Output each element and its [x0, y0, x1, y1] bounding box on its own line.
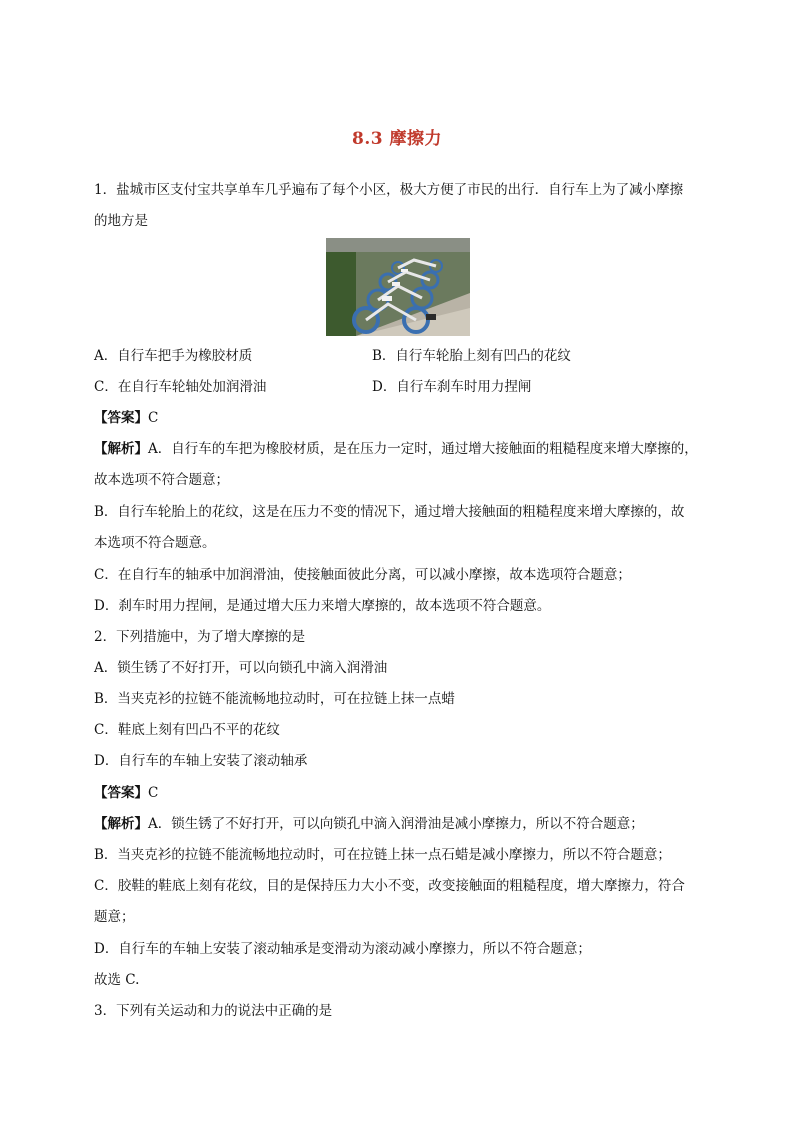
q1-analysis-line4: 本选项不符合题意。: [94, 535, 216, 551]
q1-answer-tag: 【答案】: [94, 410, 148, 426]
q1-option-d: D．自行车刹车时用力捏闸: [372, 379, 532, 395]
q1-analysis-tag: 【解析】: [94, 441, 148, 457]
q1-analysis-text: A．自行车的车把为橡胶材质，是在压力一定时，通过增大接触面的粗糙程度来增大摩擦的，: [148, 441, 698, 457]
q2-option-a: A．锁生锈了不好打开，可以向锁孔中滴入润滑油: [94, 660, 388, 676]
q2-answer: [94, 783, 158, 803]
bicycles-illustration: [326, 238, 470, 336]
q2-answer-value: C: [148, 785, 159, 801]
q3-stem: 3．下列有关运动和力的说法中正确的是: [94, 1003, 333, 1019]
q2-option-b: B．当夹克衫的拉链不能流畅地拉动时，可在拉链上抹一点蜡: [94, 691, 455, 707]
q2-option-d: D．自行车的车轴上安装了滚动轴承: [94, 753, 308, 769]
q1-analysis-line6: D．刹车时用力捏闸，是通过增大压力来增大摩擦的，故本选项不符合题意。: [94, 598, 551, 614]
q1-option-a: A．自行车把手为橡胶材质: [94, 348, 253, 364]
q2-option-c: C．鞋底上刻有凹凸不平的花纹: [94, 722, 280, 738]
q2-stem: 2．下列措施中，为了增大摩擦的是: [94, 629, 306, 645]
page-title: 8.3 摩擦力: [352, 129, 442, 149]
q1-answer-value: C: [148, 410, 159, 426]
q2-analysis-line3: C．胶鞋的鞋底上刻有花纹，目的是保持压力大小不变，改变接触面的粗糙程度，增大摩擦力，符合: [94, 878, 685, 894]
q1-option-c: C．在自行车轮轴处加润滑油: [94, 379, 267, 395]
q1-option-b: B．自行车轮胎上刻有凹凸的花纹: [372, 348, 571, 364]
q2-analysis-text: A．锁生锈了不好打开，可以向锁孔中滴入润滑油是减小摩擦力，所以不符合题意；: [148, 816, 644, 832]
shared-bicycles-photo: [326, 238, 470, 336]
q2-analysis-line4: 题意；: [94, 909, 135, 925]
q2-answer-tag: 【答案】: [94, 785, 148, 801]
q2-analysis-tag: 【解析】: [94, 816, 148, 832]
q2-analysis-line2: B．当夹克衫的拉链不能流畅地拉动时，可在拉链上抹一点石蜡是减小摩擦力，所以不符合题意；: [94, 847, 671, 863]
q1-stem-line1: 1．盐城市区支付宝共享单车几乎遍布了每个小区，极大方便了市民的出行．自行车上为了减小摩擦: [94, 182, 684, 198]
q1-answer: [94, 408, 158, 428]
q1-analysis-line2: 故本选项不符合题意；: [94, 472, 229, 488]
q2-analysis-line1: [94, 814, 644, 834]
q1-analysis-line5: C．在自行车的轴承中加润滑油，使接触面彼此分离，可以减小摩擦，故本选项符合题意；: [94, 567, 631, 583]
q1-analysis-line3: B．自行车轮胎上的花纹，这是在压力不变的情况下，通过增大接触面的粗糙程度来增大摩擦的，故: [94, 504, 685, 520]
q2-analysis-line5: D．自行车的车轴上安装了滚动轴承是变滑动为滚动减小摩擦力，所以不符合题意；: [94, 941, 591, 957]
q1-stem-line2: 的地方是: [94, 213, 148, 229]
q1-analysis-line1: [94, 439, 698, 459]
q2-analysis-line6: 故选 C.: [94, 972, 140, 988]
